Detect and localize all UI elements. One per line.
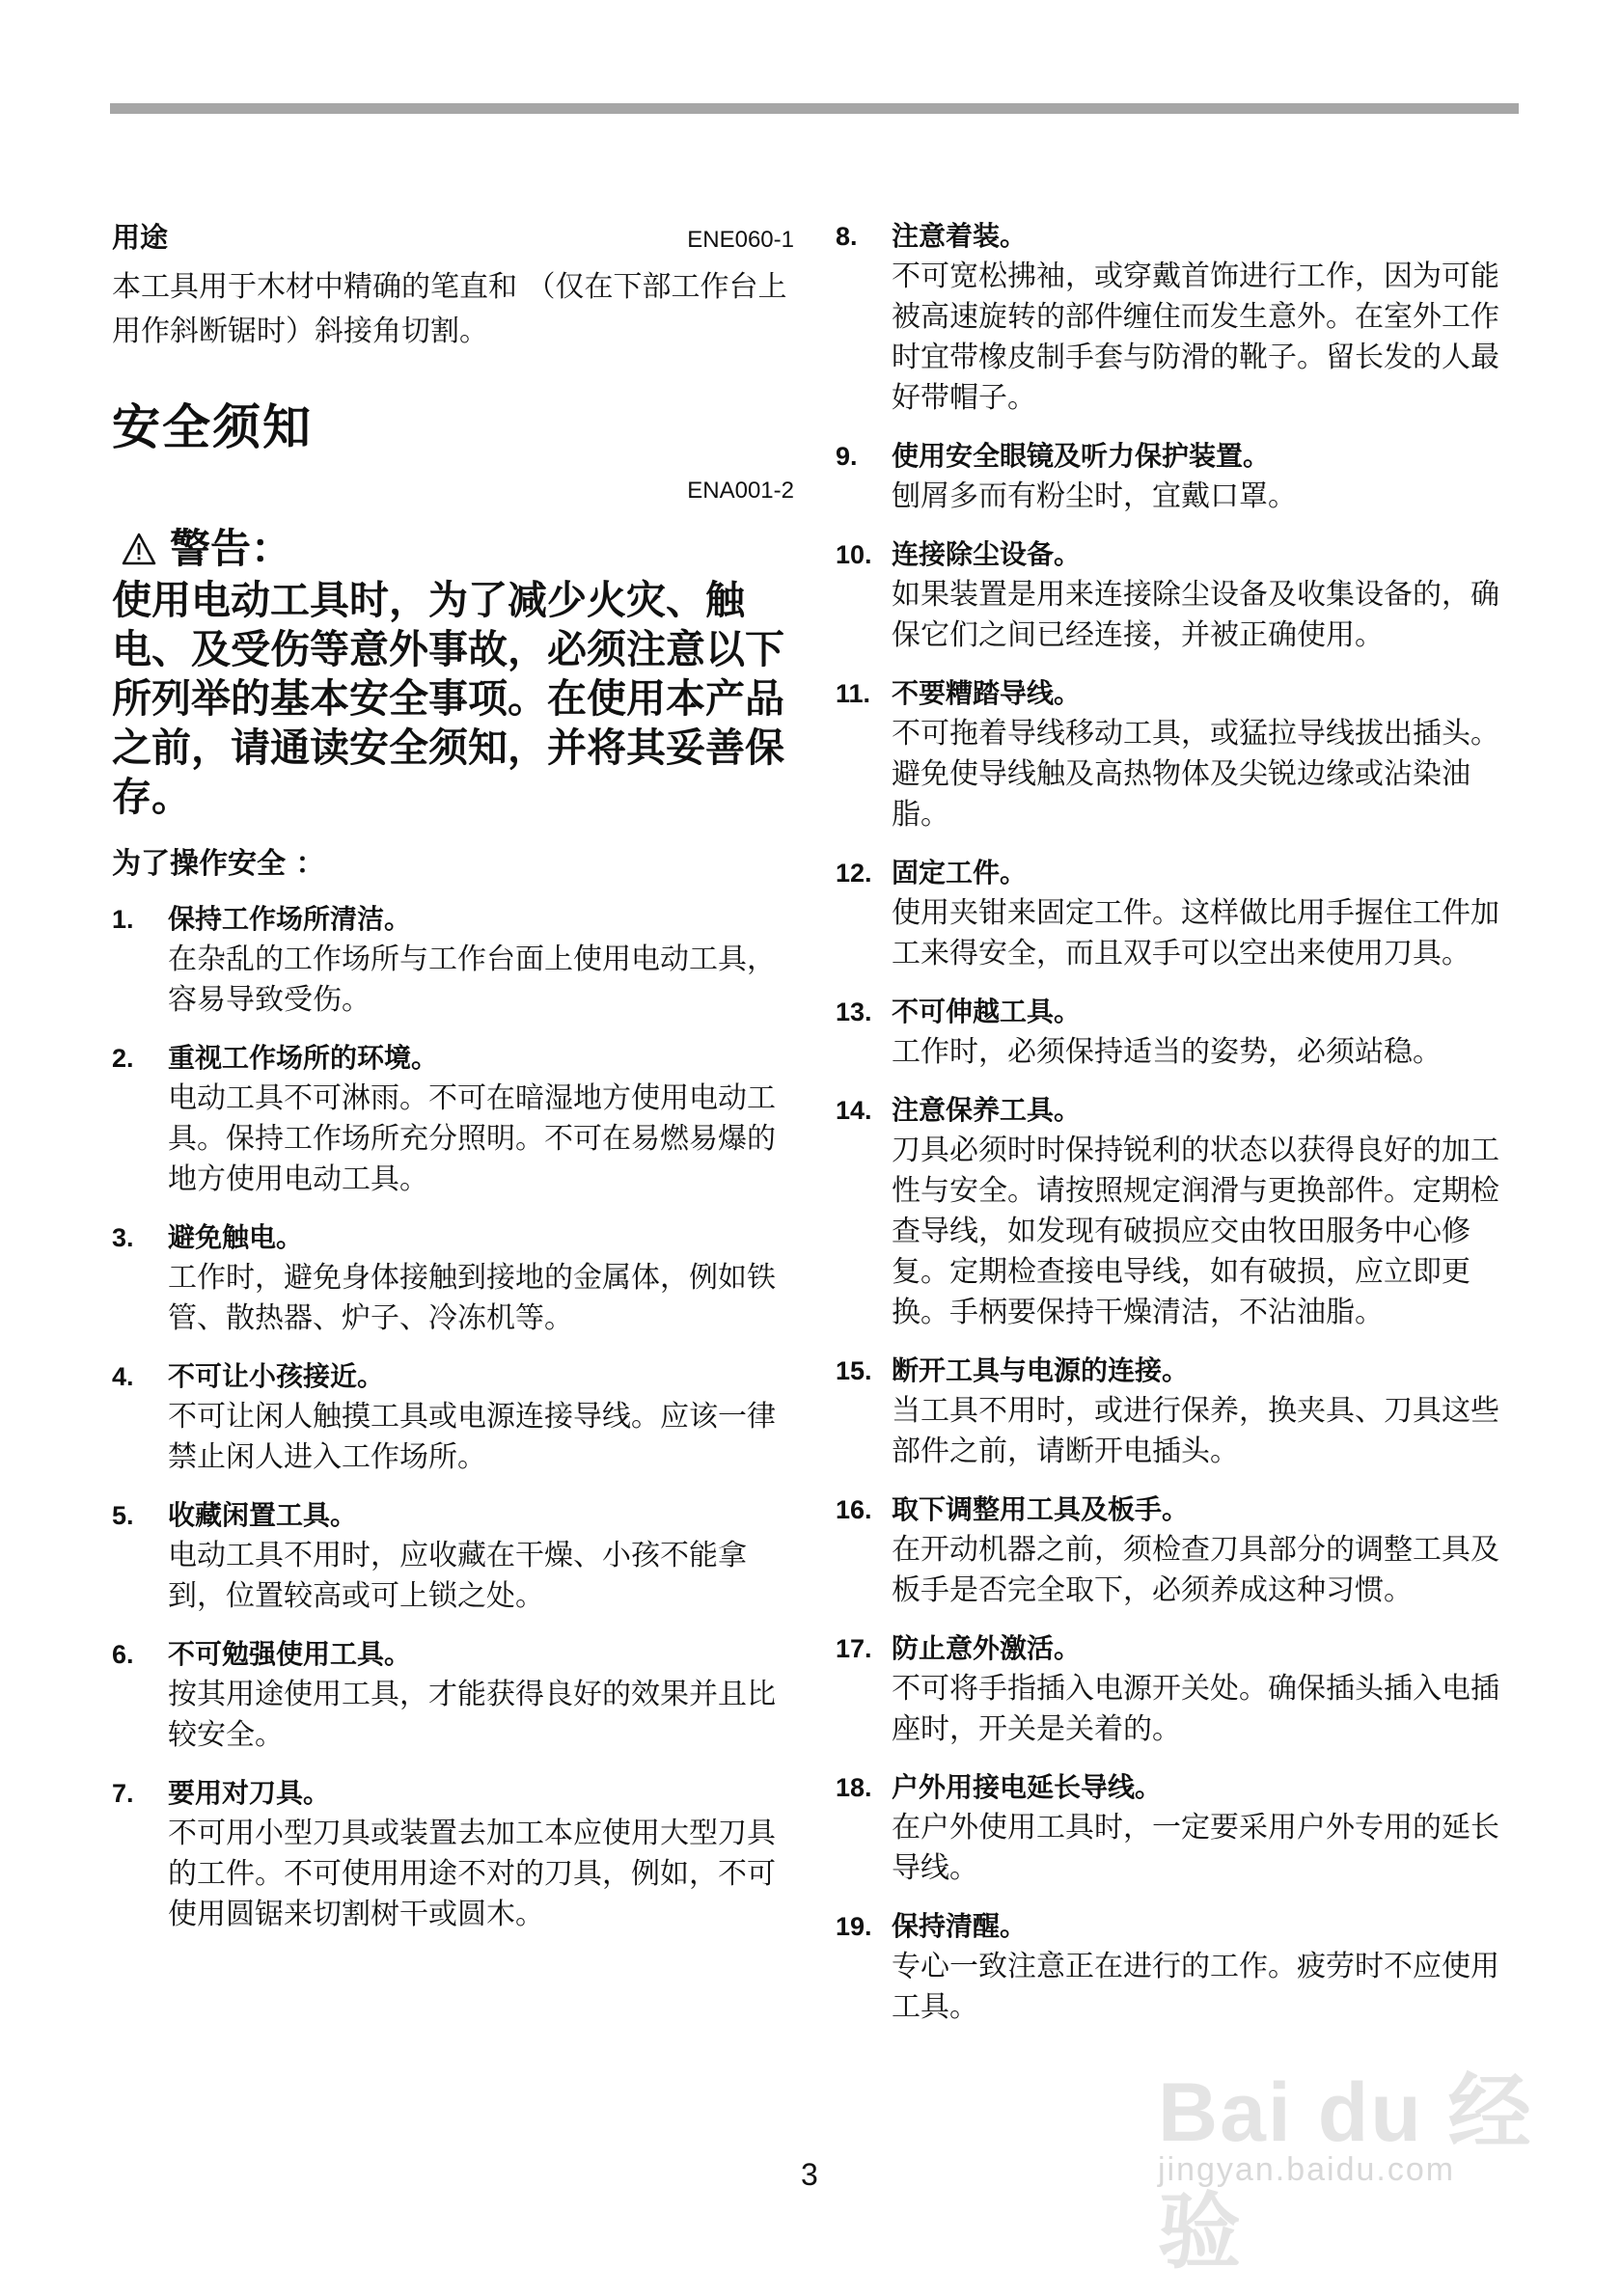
safety-item-title: 不可让小孩接近。 — [168, 1360, 385, 1392]
safety-item — [836, 992, 1519, 1073]
safety-item-text: 在户外使用工具时，一定要采用户外专用的延长导线。 — [892, 1811, 1499, 1885]
safety-item-text: 不可让闲人触摸工具或电源连接导线。应该一律禁止闲人进入工作场所。 — [168, 1400, 776, 1474]
safety-item — [112, 1773, 794, 1935]
safety-item-number: 16. — [836, 1495, 872, 1524]
warning-label: 警告： — [170, 525, 292, 572]
safety-item-text: 在杂乱的工作场所与工作台面上使用电动工具，容易导致受伤。 — [168, 943, 776, 1017]
safety-item-title: 断开工具与电源的连接。 — [892, 1354, 1190, 1386]
warning-text: 使用电动工具时，为了减少火灾、触电、及受伤等意外事故，必须注意以下所列举的基本安全事项。在使用本产品之前，请通读安全须知，并将其妥善保存。 — [112, 577, 784, 820]
watermark — [1158, 2045, 1534, 2279]
safety-item — [836, 853, 1519, 974]
safety-item-number: 15. — [836, 1356, 872, 1385]
safety-subhead: 为了操作安全 ： — [112, 847, 325, 881]
safety-item — [836, 216, 1519, 419]
safety-item-text: 不可拖着导线移动工具，或猛拉导线拔出插头。避免使导线触及高热物体及尖锐边缘或沾染油脂。 — [892, 717, 1499, 832]
safety-item-text: 不可将手指插入电源开关处。确保插头插入电插座时，开关是关着的。 — [892, 1672, 1499, 1746]
safety-item-number: 13. — [836, 998, 872, 1026]
safety-title: 安全须知 — [112, 399, 313, 455]
safety-item-title: 保持工作场所清洁。 — [168, 903, 412, 935]
safety-item-title: 固定工件。 — [892, 857, 1028, 888]
safety-item-text: 刨屑多而有粉尘时，宜戴口罩。 — [892, 479, 1297, 513]
safety-item — [112, 1356, 794, 1478]
safety-item-body — [892, 1490, 1519, 1611]
safety-item — [836, 673, 1519, 835]
safety-item-number: 9. — [836, 442, 858, 471]
safety-item-number: 3. — [112, 1223, 134, 1252]
safety-item-title: 注意保养工具。 — [892, 1094, 1082, 1126]
watermark-logo: Bai du 经验 — [1158, 2066, 1533, 2279]
safety-list-right — [836, 216, 1519, 2028]
safety-item-text: 当工具不用时，或进行保养，换夹具、刀具这些部件之前，请断开电插头。 — [892, 1394, 1499, 1468]
safety-item — [112, 899, 794, 1021]
safety-item — [112, 1634, 794, 1756]
safety-item — [836, 1090, 1519, 1333]
safety-list-left — [112, 899, 794, 1935]
safety-item-title: 不要糟踏导线。 — [892, 677, 1082, 709]
safety-item-number: 1. — [112, 905, 134, 934]
safety-item-body — [168, 1773, 794, 1935]
safety-item-number: 11. — [836, 679, 871, 708]
safety-item — [836, 1628, 1519, 1750]
safety-item-title: 不可勉强使用工具。 — [168, 1638, 412, 1670]
safety-item — [112, 1495, 794, 1617]
safety-item-text: 不可宽松拂袖，或穿戴首饰进行工作，因为可能被高速旋转的部件缠住而发生意外。在室外工作时宜带橡皮制手套与防滑的靴子。留长发的人最好带帽子。 — [892, 260, 1499, 415]
left-column — [112, 216, 794, 1953]
safety-item-text: 电动工具不可淋雨。不可在暗湿地方使用电动工具。保持工作场所充分照明。不可在易燃易爆的地方使用电动工具。 — [168, 1081, 776, 1196]
safety-item-body — [892, 1090, 1519, 1333]
safety-item-number: 8. — [836, 222, 858, 251]
safety-item-title: 避免触电。 — [168, 1221, 304, 1253]
safety-item-title: 注意着装。 — [892, 220, 1028, 252]
safety-item-text: 工作时，必须保持适当的姿势，必须站稳。 — [892, 1035, 1442, 1069]
safety-item — [836, 1351, 1519, 1472]
safety-item-text: 专心一致注意正在进行的工作。疲劳时不应使用工具。 — [892, 1950, 1499, 2024]
safety-item-title: 户外用接电延长导线。 — [892, 1771, 1163, 1803]
safety-item-text: 使用夹钳来固定工件。这样做比用手握住工件加工来得安全，而且双手可以空出来使用刀具。 — [892, 896, 1499, 970]
warning-triangle-icon — [122, 533, 156, 565]
safety-item-body — [892, 853, 1519, 974]
safety-item — [836, 1490, 1519, 1611]
safety-item-title: 防止意外激活。 — [892, 1632, 1082, 1664]
usage-code: ENE060-1 — [687, 227, 794, 253]
safety-item-title: 连接除尘设备。 — [892, 538, 1082, 570]
usage-header — [112, 216, 794, 256]
safety-item-number: 19. — [836, 1912, 872, 1941]
warning-header — [112, 526, 794, 572]
right-column — [836, 216, 1519, 2045]
safety-item-text: 不可用小型刀具或装置去加工本应使用大型刀具的工件。不可使用用途不对的刀具，例如，不可使用圆锯来切割树干或圆木。 — [168, 1817, 776, 1931]
safety-item-body — [892, 992, 1519, 1073]
safety-item-number: 6. — [112, 1640, 134, 1669]
safety-item-body — [892, 1906, 1519, 2028]
safety-item-body — [892, 1628, 1519, 1750]
safety-item-title: 不可伸越工具。 — [892, 996, 1082, 1027]
safety-item-number: 7. — [112, 1779, 134, 1808]
safety-item-body — [168, 1634, 794, 1756]
usage-title: 用途 — [112, 221, 169, 254]
safety-item-body — [892, 534, 1519, 656]
safety-item-title: 收藏闲置工具。 — [168, 1499, 358, 1531]
safety-item-body — [892, 673, 1519, 835]
watermark-url: jingyan.baidu.com — [1158, 2151, 1456, 2188]
safety-item-text: 如果装置是用来连接除尘设备及收集设备的，确保它们之间已经连接，并被正确使用。 — [892, 578, 1499, 652]
safety-item-number: 17. — [836, 1634, 872, 1663]
safety-item-text: 在开动机器之前，须检查刀具部分的调整工具及板手是否完全取下，必须养成这种习惯。 — [892, 1533, 1499, 1607]
safety-item — [836, 436, 1519, 517]
safety-item-text: 刀具必须时时保持锐利的状态以获得良好的加工性与安全。请按照规定润滑与更换部件。定期检查导线，如发现有破损应交由牧田服务中心修复。定期检查接电导线，如有破损，应立即更换。手柄要保持干燥清洁，不沾油脂。 — [892, 1134, 1499, 1329]
safety-item — [112, 1038, 794, 1200]
page-number: 3 — [801, 2157, 818, 2192]
safety-item-body — [892, 216, 1519, 419]
safety-item-number: 4. — [112, 1362, 134, 1391]
safety-item-number: 2. — [112, 1044, 134, 1073]
safety-item-body — [168, 1217, 794, 1339]
safety-item-title: 要用对刀具。 — [168, 1777, 331, 1809]
safety-item-number: 14. — [836, 1096, 872, 1125]
safety-item — [836, 1906, 1519, 2028]
top-rule — [110, 103, 1519, 114]
safety-item — [836, 1767, 1519, 1889]
usage-text: 本工具用于木材中精确的笔直和 （仅在下部工作台上用作斜断锯时）斜接角切割。 — [112, 270, 787, 348]
safety-item-text: 按其用途使用工具，才能获得良好的效果并且比较安全。 — [168, 1678, 776, 1752]
safety-item-text: 工作时，避免身体接触到接地的金属体，例如铁管、散热器、炉子、冷冻机等。 — [168, 1261, 776, 1335]
safety-item-title: 保持清醒。 — [892, 1910, 1028, 1942]
safety-item-number: 12. — [836, 859, 872, 888]
safety-item-body — [168, 1495, 794, 1617]
safety-item-body — [892, 1351, 1519, 1472]
safety-item — [836, 534, 1519, 656]
safety-item-title: 重视工作场所的环境。 — [168, 1042, 439, 1074]
safety-item-body — [892, 1767, 1519, 1889]
safety-item-number: 18. — [836, 1773, 872, 1802]
safety-item-title: 使用安全眼镜及听力保护装置。 — [892, 440, 1271, 472]
safety-item — [112, 1217, 794, 1339]
safety-item-title: 取下调整用工具及板手。 — [892, 1493, 1190, 1525]
safety-item-body — [892, 436, 1519, 517]
safety-item-number: 5. — [112, 1501, 134, 1530]
safety-item-body — [168, 899, 794, 1021]
safety-item-body — [168, 1038, 794, 1200]
safety-item-text: 电动工具不用时，应收藏在干燥、小孩不能拿到，位置较高或可上锁之处。 — [168, 1539, 747, 1613]
safety-code: ENA001-2 — [687, 478, 794, 504]
safety-item-number: 10. — [836, 540, 872, 569]
safety-item-body — [168, 1356, 794, 1478]
